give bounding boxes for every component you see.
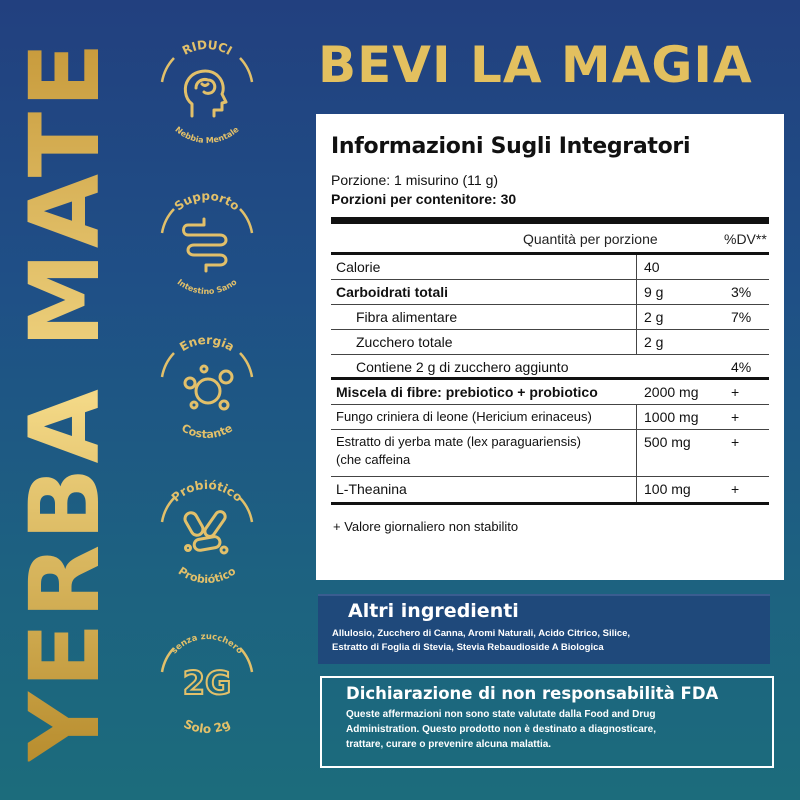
nutrient-amount: 2000 mg bbox=[644, 384, 699, 400]
vertical-brand-title bbox=[0, 0, 130, 800]
amount-column-header: Quantità per porzione bbox=[523, 231, 658, 247]
servings-per-container: Porzioni per contenitore: 30 bbox=[331, 191, 517, 207]
nutrient-name: Fungo criniera di leone (Hericium erinaceus) bbox=[336, 409, 592, 424]
nutrient-name: Calorie bbox=[336, 259, 381, 275]
dv-column-header: %DV** bbox=[724, 231, 767, 247]
fda-disclaimer-text bbox=[346, 707, 772, 752]
badge-top-label: senza zucchero bbox=[169, 631, 245, 657]
facts-row-fiber bbox=[331, 305, 769, 330]
facts-row-fiber-blend bbox=[331, 380, 769, 405]
head-brain-icon bbox=[185, 71, 226, 116]
nutrient-amount: 40 bbox=[644, 259, 660, 275]
nutrient-dv: + bbox=[731, 481, 740, 497]
facts-footnote: + Valore giornaliero non stabilito bbox=[333, 519, 519, 534]
fda-disclaimer-line: Administration. Questo prodotto non è destinato a diagnosticare, bbox=[346, 724, 657, 735]
nutrient-name-continued: (che caffeina bbox=[336, 452, 411, 467]
nutrient-amount: 2 g bbox=[644, 309, 664, 325]
sugar-2g-icon bbox=[183, 664, 232, 702]
supplement-facts-panel bbox=[316, 114, 784, 580]
badge-bottom-label: Nebbia Mentale bbox=[173, 124, 241, 146]
badge-gut-support bbox=[148, 183, 266, 301]
nutrient-name: L-Theanina bbox=[336, 481, 407, 497]
badge-center-label: 2G bbox=[182, 664, 232, 702]
nutrient-amount: 1000 mg bbox=[644, 409, 699, 425]
nutrient-amount: 100 mg bbox=[644, 481, 691, 497]
badge-top-label: Energia bbox=[177, 332, 237, 355]
nutrient-name: Miscela di fibre: prebiotico + probiotico bbox=[336, 384, 598, 400]
bacteria-icon bbox=[183, 510, 227, 553]
column-header bbox=[331, 224, 769, 252]
badge-top-label: Supporto bbox=[171, 188, 243, 214]
facts-row-calories bbox=[331, 255, 769, 280]
facts-row-added-sugar bbox=[331, 355, 769, 380]
other-ingredients-text bbox=[332, 627, 770, 655]
badge-bottom-label: Costante bbox=[179, 421, 235, 442]
headline: BEVI LA MAGIA bbox=[318, 36, 753, 94]
badge-probiotic bbox=[148, 472, 266, 590]
badge-energy bbox=[148, 327, 266, 445]
nutrient-amount: 500 mg bbox=[644, 434, 691, 450]
nutrient-dv: + bbox=[731, 384, 740, 400]
fda-disclaimer-line: trattare, curare o prevenire alcuna malattia. bbox=[346, 739, 552, 750]
facts-row-yerba-extract bbox=[331, 430, 769, 477]
divider bbox=[331, 217, 769, 224]
nutrient-dv: 3% bbox=[731, 284, 752, 300]
serving-size: Porzione: 1 misurino (11 g) bbox=[331, 172, 499, 188]
nutrient-dv: 7% bbox=[731, 309, 752, 325]
nutrient-name: Contiene 2 g di zucchero aggiunto bbox=[356, 359, 569, 375]
nutrient-dv: 4% bbox=[731, 359, 752, 375]
other-ingredients-box bbox=[318, 594, 770, 664]
other-ingredients-title: Altri ingredienti bbox=[348, 600, 519, 622]
brand-title-text: YERBA MATE bbox=[9, 38, 121, 762]
intestine-icon bbox=[184, 219, 227, 271]
badge-bottom-label: Probiótico bbox=[175, 564, 239, 587]
nutrient-name: Estratto di yerba mate (lex paraguariensis) bbox=[336, 434, 581, 449]
badge-top-label: RIDUCI bbox=[179, 37, 235, 58]
nutrient-amount: 2 g bbox=[644, 334, 664, 350]
facts-row-theanine bbox=[331, 477, 769, 505]
fda-disclaimer-line: Queste affermazioni non sono state valutate dalla Food and Drug bbox=[346, 709, 656, 720]
other-ingredients-line: Allulosio, Zucchero di Canna, Aromi Naturali, Acido Citrico, Silice, bbox=[332, 628, 631, 639]
badge-brain-fog bbox=[148, 32, 266, 150]
badge-bottom-label: Solo 2g bbox=[181, 716, 233, 737]
nutrient-dv: + bbox=[731, 434, 740, 450]
nutrient-name: Fibra alimentare bbox=[356, 309, 458, 325]
badge-top-label: Probiótico bbox=[168, 477, 246, 505]
nutrient-name: Carboidrati totali bbox=[336, 284, 449, 300]
fda-disclaimer-box bbox=[320, 676, 774, 768]
badge-sugar-2g bbox=[148, 622, 266, 740]
fda-disclaimer-title: Dichiarazione di non responsabilità FDA bbox=[346, 684, 719, 703]
facts-row-carbs bbox=[331, 280, 769, 305]
other-ingredients-line: Estratto di Foglia di Stevia, Stevia Rebaudioside A Biologica bbox=[332, 642, 604, 653]
facts-row-lions-mane bbox=[331, 405, 769, 430]
nutrient-name: Zucchero totale bbox=[356, 334, 453, 350]
badge-bottom-label: Intestino Sano bbox=[175, 277, 239, 297]
bubbles-icon bbox=[185, 366, 232, 409]
nutrient-amount: 9 g bbox=[644, 284, 664, 300]
facts-title: Informazioni Sugli Integratori bbox=[331, 134, 691, 159]
facts-row-total-sugar bbox=[331, 330, 769, 355]
nutrient-dv: + bbox=[731, 409, 740, 425]
